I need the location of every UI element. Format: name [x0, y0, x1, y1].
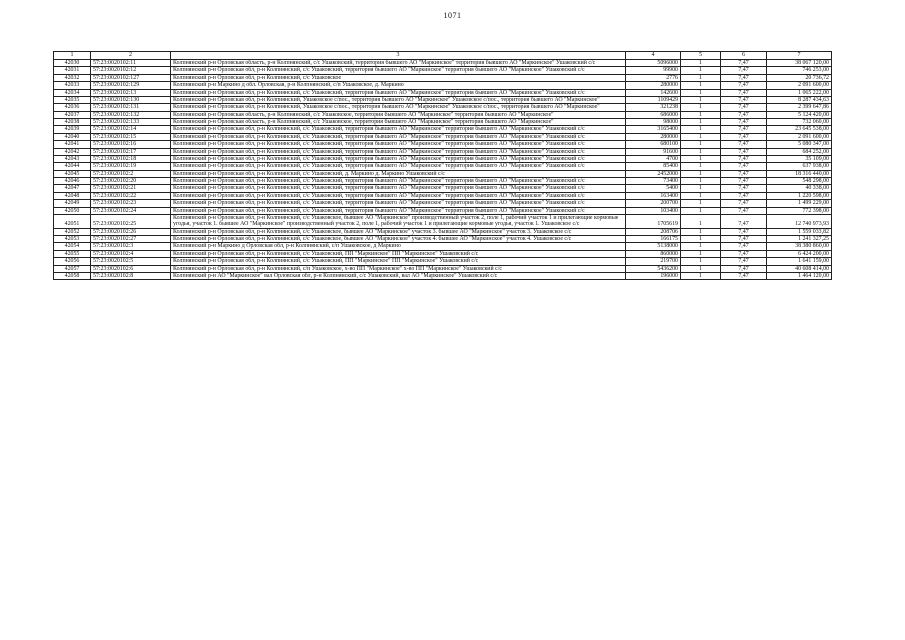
cadastral-value: 38 380 860,00	[767, 243, 832, 250]
rate-value: 7,47	[721, 200, 767, 207]
cadastral-number: 57:23:0020102:133	[91, 119, 171, 126]
plot-count: 1	[681, 200, 721, 207]
cadastral-value: 732 060,00	[767, 119, 832, 126]
table-row	[54, 82, 832, 89]
plot-area: 91600	[626, 148, 681, 155]
table-row	[54, 74, 832, 81]
plot-count: 1	[681, 228, 721, 235]
plot-area: 103400	[626, 207, 681, 214]
row-number: 42035	[54, 96, 91, 103]
plot-area: 3165400	[626, 126, 681, 133]
table-row	[54, 178, 832, 185]
row-number: 42050	[54, 207, 91, 214]
cadastral-number: 57:23:0020102:4	[91, 250, 171, 257]
plot-location: Колпнянский р-н Орловская обл, р-н Колпнянский, с/с Ушаковский, территория бывшего АО "Маркинское" территория бывшего АО "Маркинское" Ушаковский с/с	[171, 148, 626, 155]
cadastral-number: 57:23:0020102:23	[91, 200, 171, 207]
cadastral-number: 57:23:0020102:131	[91, 104, 171, 111]
plot-location: Колпнянский р-н Орловская обл, р-н Колпнянский, с/с Ушаковский, территория бывшего АО "Маркинское" территория бывшего АО "Маркинское" Ушаковский с/с	[171, 155, 626, 162]
rate-value: 7,47	[721, 74, 767, 81]
cadastral-value: 548 298,00	[767, 178, 832, 185]
cadastral-value: 637 938,00	[767, 163, 832, 170]
plot-location: Колпнянский р-н Орловская обл, р-н Колпнянский, Ушаковское с/пос., территория бывшего АО "Маркинское" Ушаковское с/пос., территория бывшего АО "Маркинское"	[171, 104, 626, 111]
table-row	[54, 126, 832, 133]
cadastral-number: 57:23:0020102:14	[91, 126, 171, 133]
rate-value: 7,47	[721, 67, 767, 74]
cadastral-value: 772 398,00	[767, 207, 832, 214]
rate-value: 7,47	[721, 207, 767, 214]
row-number: 42038	[54, 119, 91, 126]
plot-area: 85400	[626, 163, 681, 170]
plot-area: 208706	[626, 228, 681, 235]
land-plot-table	[53, 51, 832, 280]
plot-area: 200700	[626, 200, 681, 207]
cadastral-number: 57:23:0020102:130	[91, 96, 171, 103]
column-numbers-row	[54, 52, 832, 60]
plot-count: 1	[681, 272, 721, 279]
cadastral-number: 57:23:0020102:132	[91, 111, 171, 118]
cadastral-value: 5 080 347,00	[767, 141, 832, 148]
table-row	[54, 258, 832, 265]
plot-count: 1	[681, 163, 721, 170]
plot-area: 1705619	[626, 214, 681, 228]
plot-location: Колпнянский р-н Орловская обл, р-н Колпнянский, с/с Ушаковское, бывшее АО "Маркинское" производственный участок 2, поле 1, рабочий участок 1 и прилегающие кормовые угодья, участок 1. бывшее АО "Маркинское" производственный участок 2, поле 1, рабочий участок 1 и прилегающие кормовые угодья, участок 1. Ушаковское с/с	[171, 214, 626, 228]
rate-value: 7,47	[721, 60, 767, 67]
plot-count: 1	[681, 214, 721, 228]
table-row	[54, 89, 832, 96]
cadastral-value: 40 608 414,00	[767, 265, 832, 272]
cadastral-value: 40 338,00	[767, 185, 832, 192]
plot-area: 5436200	[626, 265, 681, 272]
plot-area: 321238	[626, 104, 681, 111]
cadastral-number: 57:23:0020102:16	[91, 141, 171, 148]
cadastral-value: 1 065 222,00	[767, 89, 832, 96]
plot-location: Колпнянский р-н Орловская обл, р-н Колпнянский, Ушаковское с/пос., территория бывшего АО "Маркинское" Ушаковское с/пос., территория бывшего АО "Маркинское"	[171, 96, 626, 103]
plot-count: 1	[681, 243, 721, 250]
plot-count: 1	[681, 133, 721, 140]
rate-value: 7,47	[721, 236, 767, 243]
cadastral-value: 2 091 600,00	[767, 82, 832, 89]
plot-area: 163400	[626, 192, 681, 199]
rate-value: 7,47	[721, 185, 767, 192]
table-row	[54, 243, 832, 250]
plot-location: Колпнянский р-н Орловская обл, р-н Колпнянский, с/с Ушаковский, территория бывшего АО "Маркинское" территория бывшего АО "Маркинское" Ушаковский с/с	[171, 126, 626, 133]
rate-value: 7,47	[721, 133, 767, 140]
table-row	[54, 67, 832, 74]
cadastral-value: 8 287 434,63	[767, 96, 832, 103]
plot-count: 1	[681, 60, 721, 67]
rate-value: 7,47	[721, 163, 767, 170]
cadastral-value: 2 091 600,00	[767, 133, 832, 140]
plot-area: 5096000	[626, 60, 681, 67]
table-row	[54, 228, 832, 235]
plot-area: 5400	[626, 185, 681, 192]
plot-area: 142600	[626, 89, 681, 96]
rate-value: 7,47	[721, 126, 767, 133]
plot-location: Колпнянский р-н Орловская обл, р-н Колпнянский, с/с Ушаковское, бывшее АО "Маркинское" участок 3. бывшее АО "Маркинское" участок 3. Ушаковское с/с	[171, 228, 626, 235]
plot-location: Колпнянский р-н Орловская обл, р-н Колпнянский, с/с Ушаковский, территория бывшего АО "Маркинское" территория бывшего АО "Маркинское" Ушаковский с/с	[171, 133, 626, 140]
plot-location: Колпнянский р-н Орловская обл, р-н Колпнянский, с/с Ушаковский, территория бывшего АО "Маркинское" территория бывшего АО "Маркинское" Ушаковский с/с	[171, 141, 626, 148]
cadastral-number: 57:23:0020102:12	[91, 67, 171, 74]
plot-location: Колпнянский р-н Орловская обл, р-н Колпнянский, с/с Ушаковский, д. Маркино д. Маркино Ушаковский с/с	[171, 170, 626, 177]
rate-value: 7,47	[721, 192, 767, 199]
row-number: 42056	[54, 258, 91, 265]
cadastral-value: 12 740 973,93	[767, 214, 832, 228]
rate-value: 7,47	[721, 178, 767, 185]
row-number: 42049	[54, 200, 91, 207]
plot-area: 2776	[626, 74, 681, 81]
plot-count: 1	[681, 236, 721, 243]
cadastral-value: 1 220 598,00	[767, 192, 832, 199]
rate-value: 7,47	[721, 141, 767, 148]
plot-location: Колпнянский р-н Орловская обл, р-н Колпнянский, с/с Ушаковский, территория бывшего АО "Маркинское" территория бывшего АО "Маркинское" Ушаковский с/с	[171, 178, 626, 185]
plot-count: 1	[681, 119, 721, 126]
row-number: 42053	[54, 236, 91, 243]
plot-count: 1	[681, 192, 721, 199]
cadastral-number: 57:23:0020102:22	[91, 192, 171, 199]
plot-count: 1	[681, 74, 721, 81]
table-row	[54, 185, 832, 192]
plot-count: 1	[681, 89, 721, 96]
cadastral-number: 57:23:0020102:21	[91, 185, 171, 192]
cadastral-number: 57:23:0020102:20	[91, 178, 171, 185]
column-number: 7	[767, 52, 832, 60]
plot-count: 1	[681, 148, 721, 155]
table-row	[54, 148, 832, 155]
plot-count: 1	[681, 96, 721, 103]
plot-location: Колпнянский р-н Орловская обл, р-н Колпнянский, с/п Ушаковское, х-во ПП "Маркинское" х-во ПП "Маркинское" Ушаковский с/с	[171, 265, 626, 272]
table-row	[54, 163, 832, 170]
rate-value: 7,47	[721, 96, 767, 103]
plot-area: 280000	[626, 82, 681, 89]
cadastral-value: 746 253,00	[767, 67, 832, 74]
plot-area: 4700	[626, 155, 681, 162]
plot-location: Колпнянский р-н Орловская обл, р-н Колпнянский, с/с Ушаковское, бывшее АО "Маркинское" участок 4. бывшее АО "Маркинское" участок 4. Ушаковское с/с	[171, 236, 626, 243]
column-number: 5	[681, 52, 721, 60]
rate-value: 7,47	[721, 243, 767, 250]
cadastral-number: 57:23:0020102:13	[91, 89, 171, 96]
cadastral-number: 57:23:0020102:127	[91, 74, 171, 81]
table-row	[54, 96, 832, 103]
plot-count: 1	[681, 155, 721, 162]
cadastral-value: 23 645 538,00	[767, 126, 832, 133]
cadastral-number: 57:23:0020102:18	[91, 155, 171, 162]
row-number: 42032	[54, 74, 91, 81]
row-number: 42051	[54, 214, 91, 228]
plot-count: 1	[681, 178, 721, 185]
plot-area: 5138000	[626, 243, 681, 250]
rate-value: 7,47	[721, 148, 767, 155]
row-number: 42058	[54, 272, 91, 279]
row-number: 42040	[54, 133, 91, 140]
plot-count: 1	[681, 111, 721, 118]
row-number: 42054	[54, 243, 91, 250]
rate-value: 7,47	[721, 82, 767, 89]
plot-location: Колпнянский р-н Орловская обл, р-н Колпнянский, с/с Ушаковское	[171, 74, 626, 81]
rate-value: 7,47	[721, 265, 767, 272]
cadastral-value: 2 399 647,86	[767, 104, 832, 111]
plot-location: Колпнянский р-н Орловская область, р-н Колпнянский, с/с Ушаковское, территория бывшего АО "Маркинское" территория бывшего АО "Маркинское"	[171, 119, 626, 126]
plot-area: 680100	[626, 141, 681, 148]
rate-value: 7,47	[721, 155, 767, 162]
rate-value: 7,47	[721, 89, 767, 96]
table-row	[54, 133, 832, 140]
table-row	[54, 192, 832, 199]
column-number: 1	[54, 52, 91, 60]
row-number: 42033	[54, 82, 91, 89]
rate-value: 7,47	[721, 170, 767, 177]
plot-count: 1	[681, 258, 721, 265]
row-number: 42042	[54, 148, 91, 155]
table-row	[54, 170, 832, 177]
row-number: 42048	[54, 192, 91, 199]
cadastral-value: 684 252,00	[767, 148, 832, 155]
cadastral-value: 5 124 420,00	[767, 111, 832, 118]
plot-count: 1	[681, 207, 721, 214]
plot-location: Колпнянский р-н Орловская обл, р-н Колпнянский, с/с Ушаковский, ПП "Маркинское" ПП "Маркинское" Ушаковский с/с	[171, 258, 626, 265]
plot-location: Колпнянский р-н Орловская обл, р-н Колпнянский, с/с Ушаковский, территория бывшего АО "Маркинское" территория бывшего АО "Маркинское" Ушаковский с/с	[171, 185, 626, 192]
cadastral-number: 57:23:0020102:26	[91, 228, 171, 235]
table-row	[54, 207, 832, 214]
row-number: 42055	[54, 250, 91, 257]
table-row	[54, 200, 832, 207]
cadastral-number: 57:23:0020102:17	[91, 148, 171, 155]
cadastral-value: 38 067 120,00	[767, 60, 832, 67]
plot-count: 1	[681, 265, 721, 272]
rate-value: 7,47	[721, 228, 767, 235]
rate-value: 7,47	[721, 111, 767, 118]
column-number: 2	[91, 52, 171, 60]
cadastral-number: 57:23:0020102:3	[91, 243, 171, 250]
row-number: 42041	[54, 141, 91, 148]
table-row	[54, 141, 832, 148]
plot-location: Колпнянский р-н Орловская обл, р-н Колпнянский, с/с Ушаковский, территория бывшего АО "Маркинское" территория бывшего АО "Маркинское" Ушаковский с/с	[171, 67, 626, 74]
plot-area: 99900	[626, 67, 681, 74]
table-row	[54, 60, 832, 67]
column-number: 3	[171, 52, 626, 60]
row-number: 42037	[54, 111, 91, 118]
row-number: 42046	[54, 178, 91, 185]
row-number: 42030	[54, 60, 91, 67]
plot-location: Колпнянский р-н Орловская обл, р-н Колпнянский, с/с Ушаковский, территория бывшего АО "Маркинское" территория бывшего АО "Маркинское" Ушаковский с/с	[171, 89, 626, 96]
table-row	[54, 111, 832, 118]
cadastral-number: 57:23:0020102:11	[91, 60, 171, 67]
cadastral-value: 18 316 440,00	[767, 170, 832, 177]
cadastral-value: 1 499 229,00	[767, 200, 832, 207]
plot-area: 1109429	[626, 96, 681, 103]
plot-count: 1	[681, 250, 721, 257]
cadastral-number: 57:23:0020102:5	[91, 258, 171, 265]
table-row	[54, 265, 832, 272]
plot-area: 219700	[626, 258, 681, 265]
row-number: 42057	[54, 265, 91, 272]
plot-location: Колпнянский р-н Орловская обл, р-н Колпнянский, с/с Ушаковский, ПП "Маркинское" ПП "Маркинское" Ушаковский с/с	[171, 250, 626, 257]
plot-count: 1	[681, 104, 721, 111]
plot-count: 1	[681, 185, 721, 192]
table-row	[54, 119, 832, 126]
plot-area: 686000	[626, 111, 681, 118]
cadastral-value: 1 641 159,00	[767, 258, 832, 265]
row-number: 42047	[54, 185, 91, 192]
rate-value: 7,47	[721, 258, 767, 265]
plot-location: Колпнянский р-н Орловская область, р-н Колпнянский, с/с Ушаковское, территория бывшего АО "Маркинское" территория бывшего АО "Маркинское"	[171, 111, 626, 118]
cadastral-value: 35 109,00	[767, 155, 832, 162]
column-number: 6	[721, 52, 767, 60]
plot-area: 2452000	[626, 170, 681, 177]
plot-location: Колпнянский р-н Орловская обл, р-н Колпнянский, с/с Ушаковский, территория бывшего АО "Маркинское" территория бывшего АО "Маркинское" Ушаковский с/с	[171, 200, 626, 207]
cadastral-number: 57:23:0020102:129	[91, 82, 171, 89]
row-number: 42043	[54, 155, 91, 162]
cadastral-number: 57:23:0020102:6	[91, 265, 171, 272]
cadastral-number: 57:23:0020102:8	[91, 272, 171, 279]
cadastral-value: 20 736,72	[767, 74, 832, 81]
plot-count: 1	[681, 126, 721, 133]
cadastral-number: 57:23:0020102:2	[91, 170, 171, 177]
rate-value: 7,47	[721, 272, 767, 279]
table-row	[54, 236, 832, 243]
plot-count: 1	[681, 67, 721, 74]
plot-area: 98000	[626, 119, 681, 126]
plot-area: 196000	[626, 272, 681, 279]
table-row	[54, 155, 832, 162]
plot-location: Колпнянский р-н Орловская обл, р-н Колпнянский, с/с Ушаковский, территория бывшего АО "Маркинское" территория бывшего АО "Маркинское" Ушаковский с/с	[171, 192, 626, 199]
plot-area: 280000	[626, 133, 681, 140]
plot-location: Колпнянский р-н Орловская обл, р-н Колпнянский, с/с Ушаковский, территория бывшего АО "Маркинское" территория бывшего АО "Маркинское" Ушаковский с/с	[171, 163, 626, 170]
table-row	[54, 250, 832, 257]
cadastral-number: 57:23:0020102:19	[91, 163, 171, 170]
row-number: 42052	[54, 228, 91, 235]
plot-count: 1	[681, 170, 721, 177]
table-row	[54, 104, 832, 111]
rate-value: 7,47	[721, 119, 767, 126]
page-number: 1071	[443, 11, 462, 20]
row-number: 42039	[54, 126, 91, 133]
plot-location: Колпнянский р-н Маркино д Орловская обл, р-н Колпнянский, с/п Ушаковское, д Маркино	[171, 243, 626, 250]
plot-area: 166175	[626, 236, 681, 243]
column-number: 4	[626, 52, 681, 60]
cadastral-number: 57:23:0020102:24	[91, 207, 171, 214]
table-row	[54, 272, 832, 279]
cadastral-value: 1 241 327,25	[767, 236, 832, 243]
plot-area: 73400	[626, 178, 681, 185]
plot-location: Колпнянский р-н Маркино д обл. Орловская, р-н Колпнянский, с/п Ушаковское, д. Маркино	[171, 82, 626, 89]
row-number: 42045	[54, 170, 91, 177]
cadastral-value: 6 424 200,00	[767, 250, 832, 257]
cadastral-number: 57:23:0020102:27	[91, 236, 171, 243]
plot-location: Колпнянский р-н Орловская область, р-н Колпнянский, с/с Ушаковский, территория бывшего АО "Маркинское" территория бывшего АО "Маркинское" Ушаковский с/с	[171, 60, 626, 67]
plot-count: 1	[681, 82, 721, 89]
plot-location: Колпнянский р-н АО "Маркинское" вал Орловская обл, р-н Колпнянский, с/с Ушаковский, вал АО "Маркинское" Ушаковский с/с	[171, 272, 626, 279]
row-number: 42034	[54, 89, 91, 96]
rate-value: 7,47	[721, 250, 767, 257]
cadastral-value: 1 559 033,82	[767, 228, 832, 235]
table-row	[54, 214, 832, 228]
row-number: 42031	[54, 67, 91, 74]
plot-location: Колпнянский р-н Орловская обл, р-н Колпнянский, с/с Ушаковский, территория бывшего АО "Маркинское" территория бывшего АО "Маркинское" Ушаковский с/с	[171, 207, 626, 214]
plot-count: 1	[681, 141, 721, 148]
row-number: 42036	[54, 104, 91, 111]
rate-value: 7,47	[721, 214, 767, 228]
cadastral-number: 57:23:0020102:25	[91, 214, 171, 228]
cadastral-value: 1 464 120,00	[767, 272, 832, 279]
rate-value: 7,47	[721, 104, 767, 111]
cadastral-number: 57:23:0020102:15	[91, 133, 171, 140]
row-number: 42044	[54, 163, 91, 170]
plot-area: 860000	[626, 250, 681, 257]
